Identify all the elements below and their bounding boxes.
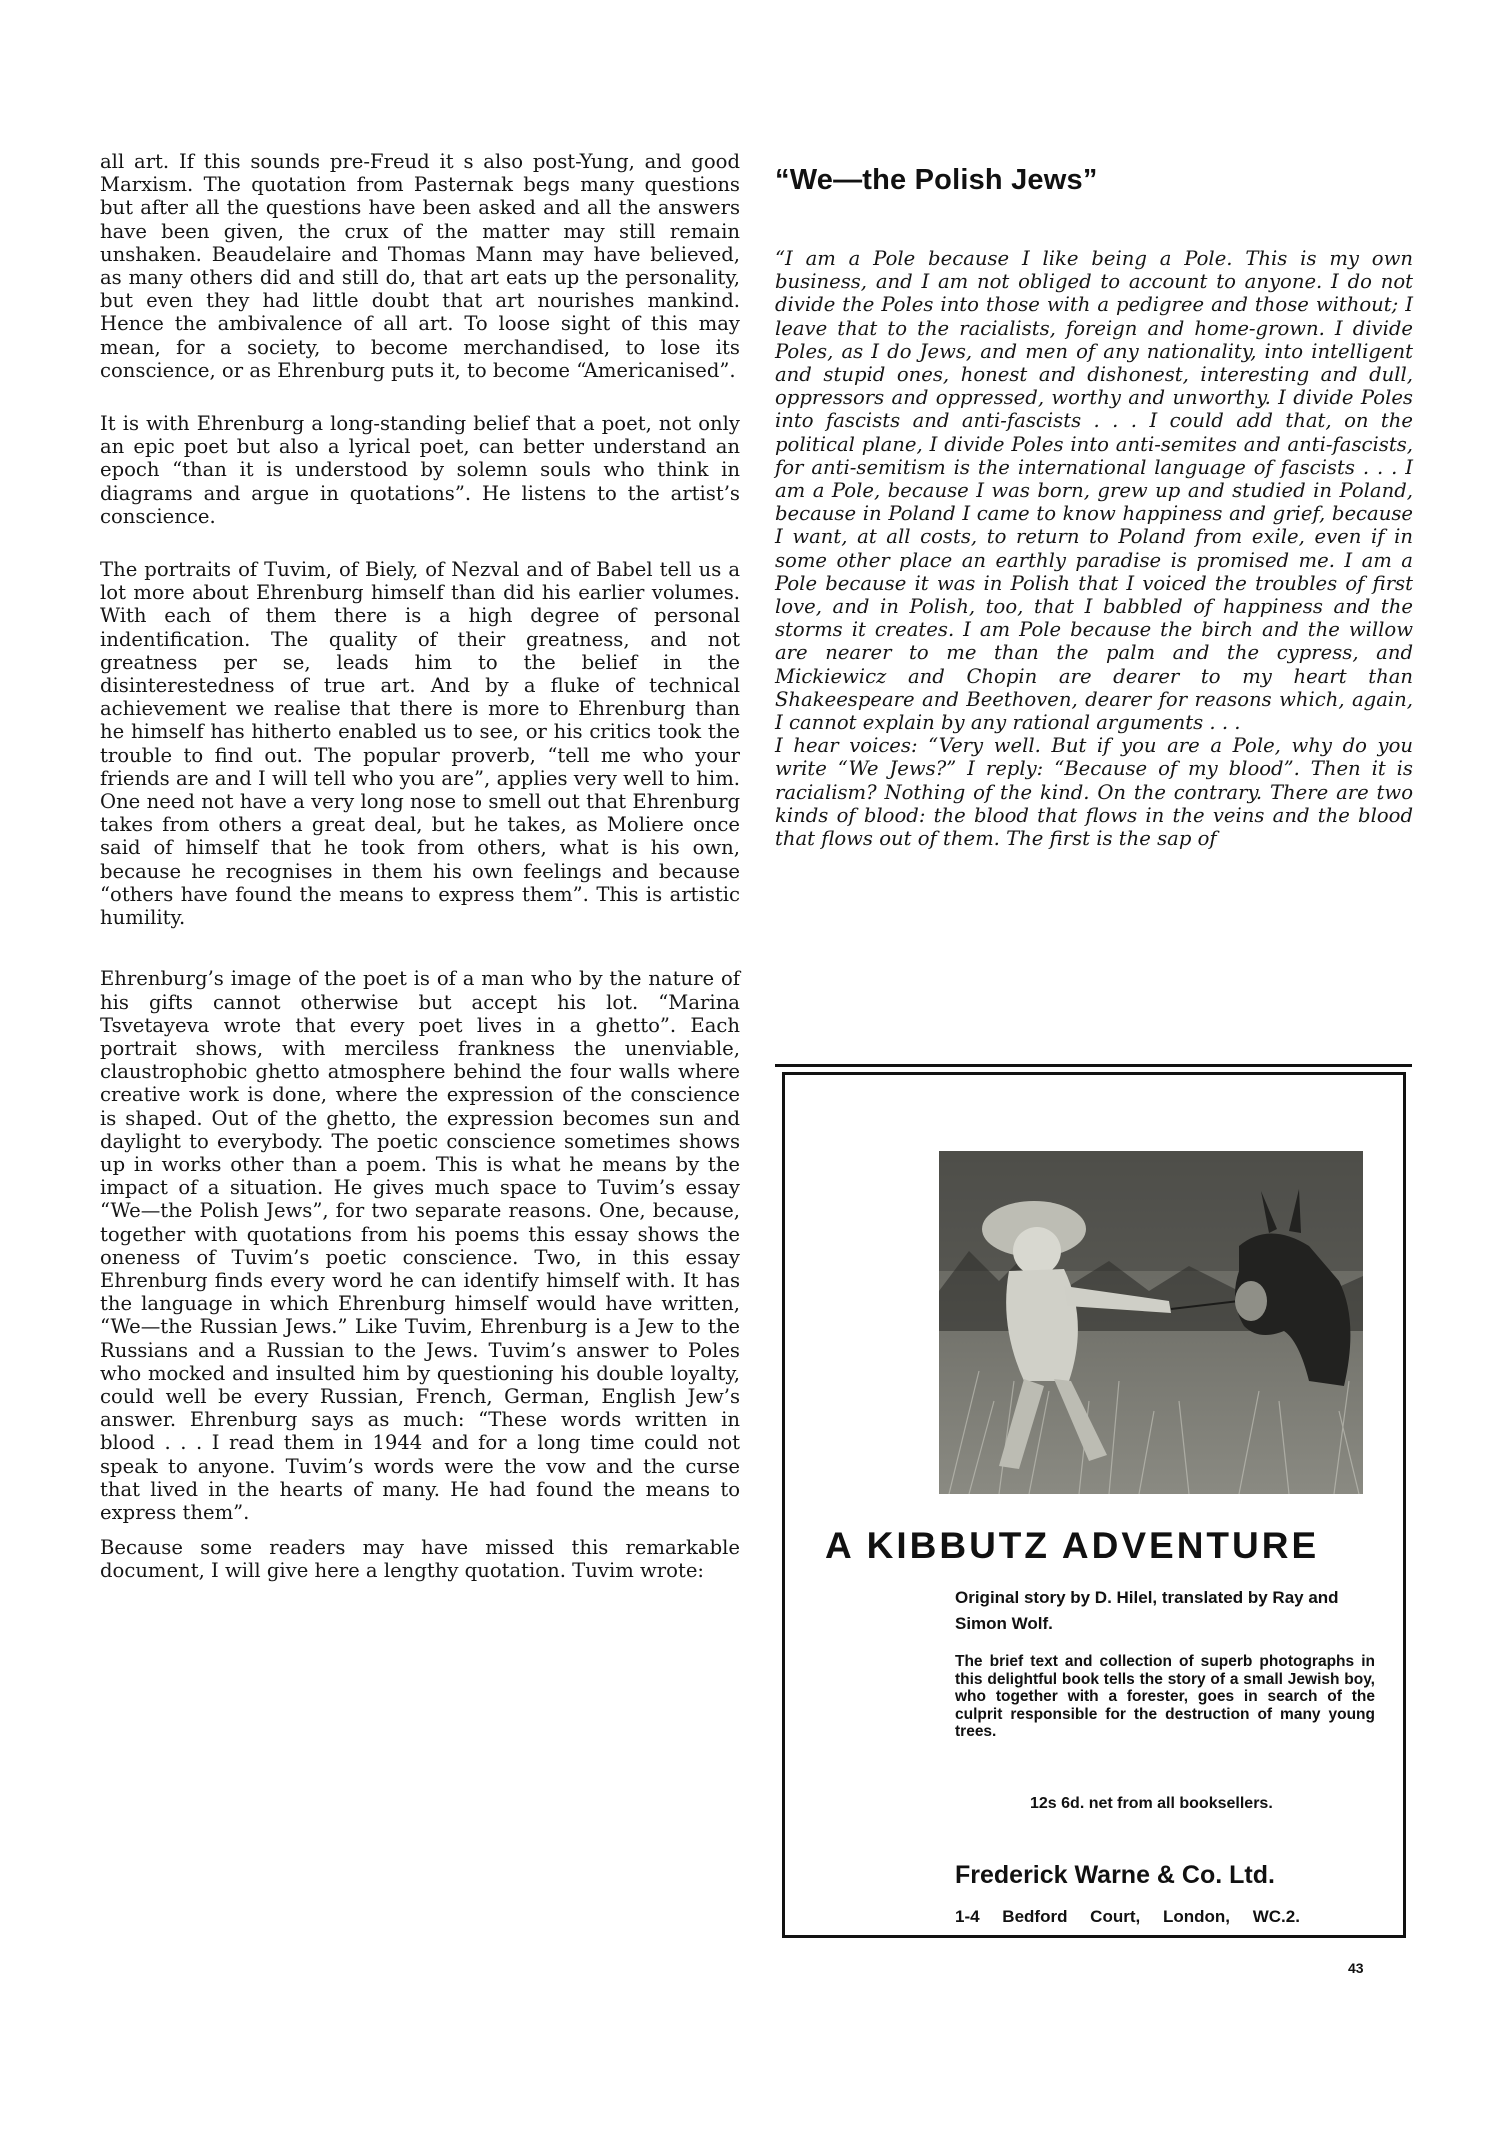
advert-address: 1-4 Bedford Court, London, WC.2. (955, 1907, 1300, 1926)
body-paragraph-2: It is with Ehrenburg a long-standing belief that a poet, not only an epic poet but also a lyrical poet, can better understand an epoch “than it is understood by solemn souls who think in diagrams and argue in quotations”. He listens to the artist’s conscience. (100, 412, 740, 528)
article-column (775, 150, 1413, 850)
body-paragraph-4: Ehrenburg’s image of the poet is of a man who by the nature of his gifts cannot otherwise but accept his lot. “Marina Tsvetayeva wrote that every poet lives in a ghetto”. Each portrait shows, with merciless frankness the unenviable, claustrophobic ghetto atmosphere behind the four walls where creative work is done, where the expression of the conscience is shaped. Out of the ghetto, the expression becomes sun and daylight to everybody. The poetic conscience sometimes shows up in works other than a poem. This is what he means by the impact of a situation. He gives much space to Tuvim’s essay “We—the Polish Jews”, for two separate reasons. One, because, together with quotations from his poems this essay shows the oneness of Tuvim’s poetic conscience. Two, in this essay Ehrenburg finds every word he can identify himself with. It has the language in which Ehrenburg himself would have written, “We—the Russian Jews.” Like Tuvim, Ehrenburg is a Jew to the Russians and a Russian to the Jews. Tuvim’s answer to Poles who mocked and insulted him by questioning his double loyalty, could well be every Russian, French, German, English Jew’s answer. Ehrenburg says as much: “These words written in blood . . . I read them in 1944 and for a long time could not speak to anyone. Tuvim’s words were the vow and the curse that lived in the hearts of many. He had found the means to express them”. (100, 967, 740, 1524)
page-number: 43 (1348, 1960, 1364, 1976)
quote-paragraph-2: I hear voices: “Very well. But if you are a Pole, why do you write “We Jews?” I reply: “Because of my blood”. Then it is racialism? Nothing of the kind. On the contrary. There are two kinds of blood: the blood that flows in the veins and the blood that flows out of them. The first is the sap of (775, 734, 1413, 851)
advert-book-title: A KIBBUTZ ADVENTURE (825, 1525, 1320, 1566)
advert-publisher: Frederick Warne & Co. Ltd. (955, 1861, 1275, 1889)
advert-description: The brief text and collection of superb photographs in this delightful book tells the story of a small Jewish boy, who together with a forester, goes in search of the culprit responsible for the destruction of many young trees. (955, 1653, 1375, 1740)
advert-top-rule (775, 1064, 1412, 1067)
photo-illustration (939, 1151, 1363, 1494)
advert-credit: Original story by D. Hilel, translated by Ray and Simon Wolf. (955, 1588, 1339, 1633)
article-title: “We—the Polish Jews” (775, 164, 1098, 196)
body-paragraph-3: The portraits of Tuvim, of Biely, of Nezval and of Babel tell us a lot more about Ehrenburg himself than did his earlier volumes. With each of them there is a high degree of personal indentification. The quality of their greatness, and not greatness per se, leads him to the belief in the disinterestedness of true art. And by a fluke of technical achievement we realise that there is more to Ehrenburg than he himself has hitherto enabled us to see, or his critics took the trouble to find out. The popular proverb, “tell me who your friends are and I will tell who you are”, applies very well to him. One need not have a very long nose to smell out that Ehrenburg takes from others a great deal, but he takes, as Moliere once said of himself that he took from others, what is his own, because he recognises in them his own feelings and because “others have found the means to express them”. This is artistic humility. (100, 558, 740, 930)
quote-paragraph-1: “I am a Pole because I like being a Pole. This is my own business, and I am not obliged to account to anyone. I do not divide the Poles into those with a pedigree and those without; I leave that to the racialists, foreign and home-grown. I divide Poles, as I do Jews, and men of any nationality, into intelligent and stupid ones, honest and dishonest, interesting and dull, oppressors and oppressed, worthy and unworthy. I divide Poles into fascists and anti-fascists . . . I could add that, on the political plane, I divide Poles into anti-semites and anti-fascists, for anti-semitism is the international language of fascists . . . I am a Pole, because I was born, grew up and studied in Poland, because in Poland I came to know happiness and grief, because I want, at all costs, to return to Poland from exile, even if in some other place an earthly paradise is promised me. I am a Pole because it was in Polish that I voiced the troubles of first love, and in Polish, too, that I babbled of happiness and the storms it creates. I am Pole because the birch and the willow are nearer to me than the palm and the cypress, and Mickiewicz and Chopin are dearer to my heart than Shakeespeare and Beethoven, dearer for reasons which, again, I cannot explain by any rational arguments . . . (775, 247, 1413, 735)
body-paragraph-5: Because some readers may have missed this remarkable document, I will give here a lengthy quotation. Tuvim wrote: (100, 1536, 740, 1583)
book-advertisement (782, 1072, 1406, 1938)
tuvim-quotation (775, 247, 1413, 850)
advert-price: 12s 6d. net from all booksellers. (1030, 1795, 1273, 1812)
advert-photo-boy-with-donkey (939, 1151, 1363, 1494)
left-column (100, 150, 740, 1583)
body-paragraph-1: all art. If this sounds pre-Freud it s also post-Yung, and good Marxism. The quotation from Pasternak begs many questions but after all the questions have been asked and all the answers have been given, the crux of the matter may still remain unshaken. Beaudelaire and Thomas Mann may have believed, as many others did and still do, that art eats up the personality, but even they had little doubt that art nourishes mankind. Hence the ambivalence of all art. To loose sight of this may mean, for a society, to become merchandised, to lose its conscience, or as Ehrenburg puts it, to become “Americanised”. (100, 150, 740, 382)
